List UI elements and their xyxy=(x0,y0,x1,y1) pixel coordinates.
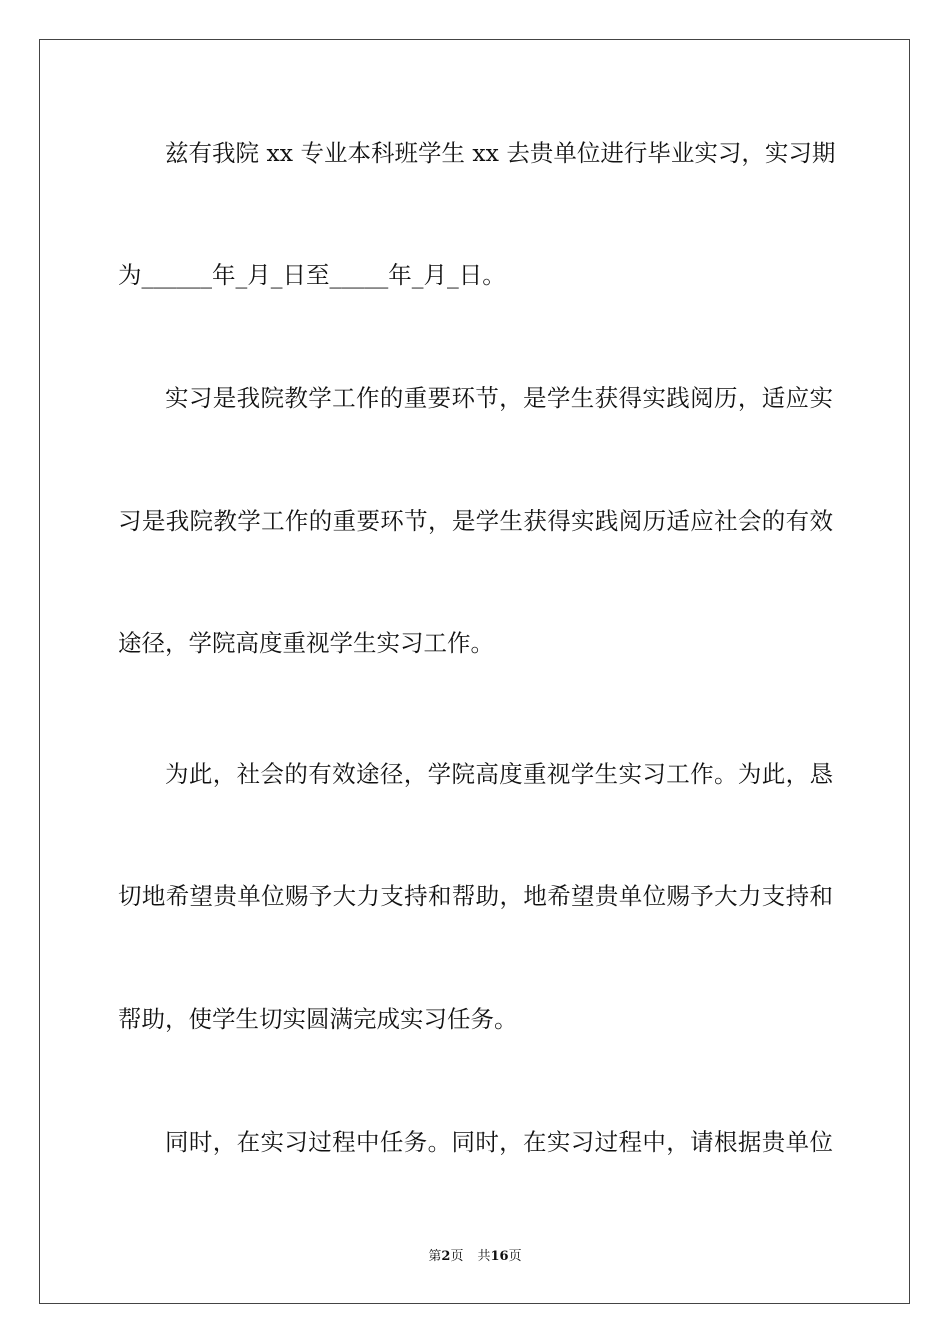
paragraph-line-5: 途径，学院高度重视学生实习工作。 xyxy=(118,629,494,657)
total-label-suffix: 页 xyxy=(508,1249,522,1264)
total-pages: 16 xyxy=(490,1249,509,1264)
paragraph-line-3: 实习是我院教学工作的重要环节，是学生获得实践阅历，适应实 xyxy=(165,384,833,412)
paragraph-line-7: 切地希望贵单位赐予大力支持和帮助，地希望贵单位赐予大力支持和 xyxy=(118,882,833,910)
page-label-suffix: 页 xyxy=(450,1249,464,1264)
paragraph-line-1: 兹有我院 xx 专业本科班学生 xx 去贵单位进行毕业实习，实习期 xyxy=(165,139,836,167)
page-footer xyxy=(0,1248,950,1266)
page-number: 2 xyxy=(441,1249,451,1264)
paragraph-line-6: 为此，社会的有效途径，学院高度重视学生实习工作。为此，恳 xyxy=(165,760,833,788)
page-label-prefix: 第 xyxy=(428,1249,442,1264)
page-border xyxy=(39,39,910,1304)
paragraph-line-4: 习是我院教学工作的重要环节，是学生获得实践阅历适应社会的有效 xyxy=(118,507,833,535)
paragraph-line-2: 为______年_月_日至_____年_月_日。 xyxy=(118,261,506,289)
paragraph-line-9: 同时，在实习过程中任务。同时，在实习过程中，请根据贵单位 xyxy=(165,1128,833,1156)
paragraph-line-8: 帮助，使学生切实圆满完成实习任务。 xyxy=(118,1005,518,1033)
total-label-prefix: 共 xyxy=(477,1249,491,1264)
